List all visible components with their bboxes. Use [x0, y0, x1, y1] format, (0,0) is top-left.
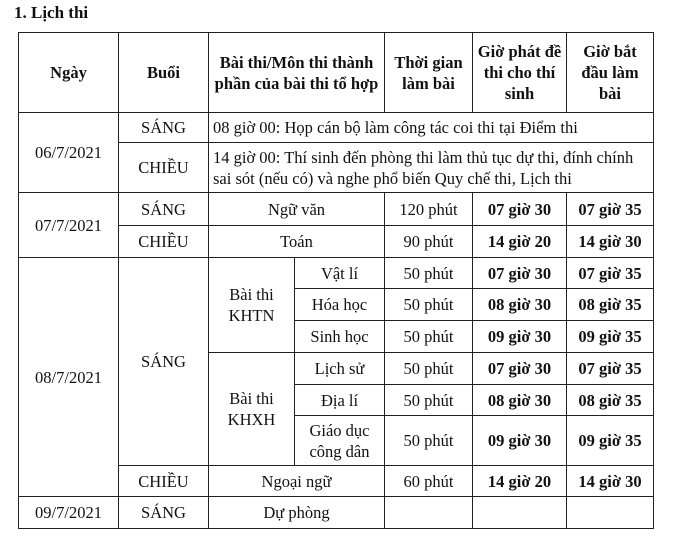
session-cell: SÁNG — [119, 113, 209, 143]
distribute-time-cell: 14 giờ 20 — [473, 226, 567, 258]
subject-cell: Dự phòng — [209, 497, 385, 529]
start-time-cell: 07 giờ 35 — [567, 193, 654, 226]
session-cell: CHIỀU — [119, 226, 209, 258]
date-cell: 06/7/2021 — [19, 113, 119, 193]
table-row — [19, 193, 654, 226]
subject-cell: Giáo dục công dân — [295, 416, 385, 466]
session-cell: SÁNG — [119, 193, 209, 226]
duration-cell: 50 phút — [385, 258, 473, 289]
distribute-time-cell: 14 giờ 20 — [473, 466, 567, 497]
distribute-time-cell: 09 giờ 30 — [473, 321, 567, 353]
duration-cell: 60 phút — [385, 466, 473, 497]
header-distribute-time: Giờ phát đề thi cho thí sinh — [473, 33, 567, 113]
table-row — [19, 258, 654, 289]
group-cell-khtn: Bài thi KHTN — [209, 258, 295, 353]
distribute-time-cell: 09 giờ 30 — [473, 416, 567, 466]
duration-cell: 90 phút — [385, 226, 473, 258]
header-subject: Bài thi/Môn thi thành phần của bài thi tổ hợp — [209, 33, 385, 113]
section-heading: 1. Lịch thi — [14, 3, 89, 22]
duration-cell: 50 phút — [385, 289, 473, 321]
subject-cell: Vật lí — [295, 258, 385, 289]
subject-cell: Toán — [209, 226, 385, 258]
distribute-time-cell: 07 giờ 30 — [473, 193, 567, 226]
start-time-cell: 09 giờ 35 — [567, 416, 654, 466]
header-duration: Thời gian làm bài — [385, 33, 473, 113]
start-time-cell: 07 giờ 35 — [567, 258, 654, 289]
subject-cell: Hóa học — [295, 289, 385, 321]
duration-cell: 120 phút — [385, 193, 473, 226]
session-cell: SÁNG — [119, 497, 209, 529]
header-start-time: Giờ bắt đầu làm bài — [567, 33, 654, 113]
subject-cell: Địa lí — [295, 385, 385, 416]
session-cell: CHIỀU — [119, 143, 209, 193]
start-time-cell: 14 giờ 30 — [567, 226, 654, 258]
duration-cell — [385, 497, 473, 529]
header-row — [19, 33, 654, 113]
subject-cell: Lịch sử — [295, 353, 385, 385]
table-row — [19, 113, 654, 143]
subject-cell: Ngoại ngữ — [209, 466, 385, 497]
distribute-time-cell: 07 giờ 30 — [473, 258, 567, 289]
start-time-cell — [567, 497, 654, 529]
header-date: Ngày — [19, 33, 119, 113]
header-session: Buổi — [119, 33, 209, 113]
duration-cell: 50 phút — [385, 385, 473, 416]
session-cell: CHIỀU — [119, 466, 209, 497]
subject-cell: Sinh học — [295, 321, 385, 353]
note-cell: 08 giờ 00: Họp cán bộ làm công tác coi thi tại Điểm thi — [209, 113, 654, 143]
start-time-cell: 08 giờ 35 — [567, 289, 654, 321]
date-cell: 09/7/2021 — [19, 497, 119, 529]
session-cell: SÁNG — [119, 258, 209, 466]
distribute-time-cell: 07 giờ 30 — [473, 353, 567, 385]
start-time-cell: 07 giờ 35 — [567, 353, 654, 385]
duration-cell: 50 phút — [385, 321, 473, 353]
exam-schedule-table — [18, 32, 654, 529]
date-cell: 08/7/2021 — [19, 258, 119, 497]
subject-cell: Ngữ văn — [209, 193, 385, 226]
table-row — [19, 497, 654, 529]
start-time-cell: 14 giờ 30 — [567, 466, 654, 497]
start-time-cell: 09 giờ 35 — [567, 321, 654, 353]
distribute-time-cell — [473, 497, 567, 529]
group-cell-khxh: Bài thi KHXH — [209, 353, 295, 466]
distribute-time-cell: 08 giờ 30 — [473, 289, 567, 321]
date-cell: 07/7/2021 — [19, 193, 119, 258]
start-time-cell: 08 giờ 35 — [567, 385, 654, 416]
duration-cell: 50 phút — [385, 353, 473, 385]
note-cell: 14 giờ 00: Thí sinh đến phòng thi làm thủ tục dự thi, đính chính sai sót (nếu có) và nghe phổ biến Quy chế thi, Lịch thi — [209, 143, 654, 193]
duration-cell: 50 phút — [385, 416, 473, 466]
distribute-time-cell: 08 giờ 30 — [473, 385, 567, 416]
